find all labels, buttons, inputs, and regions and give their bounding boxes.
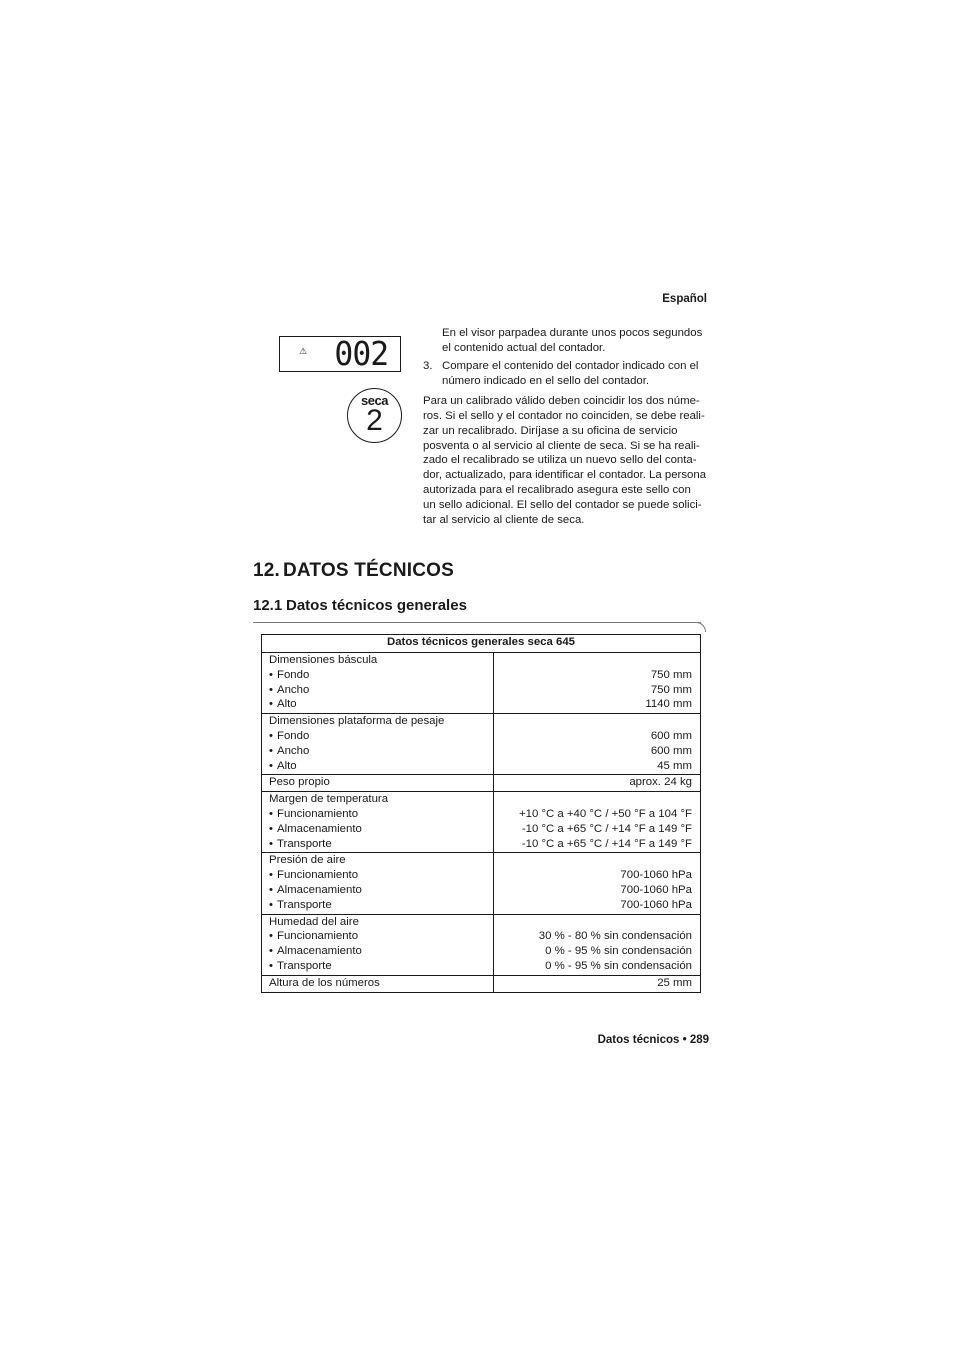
seal-number: 2	[366, 404, 383, 437]
paragraph-display-info: En el visor parpadea durante unos pocos segundos el contenido actual del contador.	[442, 327, 703, 354]
row-label: Altura de los números	[269, 976, 380, 989]
table-row	[262, 853, 701, 914]
page-footer: Datos técnicos • 289	[597, 1034, 709, 1046]
paragraph-calibration	[423, 394, 711, 528]
row-item: • Transporte	[269, 959, 493, 974]
subsection-title: Datos técnicos generales	[286, 597, 467, 614]
row-item: • Almacenamiento	[269, 883, 493, 898]
row-item: • Almacenamiento	[269, 944, 493, 959]
row-item: • Funcionamiento	[269, 929, 493, 944]
row-label: Dimensiones plataforma de pesaje	[269, 715, 445, 728]
paragraph-line: zar un recalibrado. Diríjase a su oficina de servicio	[423, 424, 678, 437]
row-item: • Ancho	[269, 683, 493, 698]
row-value-cell	[494, 914, 701, 975]
row-label: Margen de temperatura	[269, 793, 389, 806]
table-row	[262, 975, 701, 992]
row-item: • Transporte	[269, 898, 493, 913]
row-label: Presión de aire	[269, 854, 346, 867]
heading-rule-corner	[696, 622, 706, 632]
row-item: • Alto	[269, 697, 493, 712]
row-value: 600 mm	[650, 744, 692, 757]
row-label-cell	[262, 792, 494, 853]
row-value: 750 mm	[650, 683, 692, 696]
warning-icon: ⚠	[299, 346, 308, 356]
row-item: • Alto	[269, 759, 493, 774]
row-value-cell	[494, 975, 701, 992]
table-header: Datos técnicos generales seca 645	[262, 635, 701, 653]
row-label: Humedad del aire	[269, 915, 359, 928]
row-value: 0 % - 95 % sin condensación	[545, 959, 692, 972]
row-item: • Funcionamiento	[269, 807, 493, 822]
row-value: 700-1060 hPa	[620, 869, 692, 882]
paragraph-line: tar al servicio al cliente de seca.	[423, 513, 585, 526]
row-item: • Fondo	[269, 729, 493, 744]
table-header-row	[262, 635, 701, 653]
row-value: 750 mm	[650, 668, 692, 681]
row-value-cell	[494, 792, 701, 853]
row-value: -10 °C a +65 °C / +14 °F a 149 °F	[521, 837, 692, 850]
row-value: 600 mm	[650, 729, 692, 742]
row-label: Peso propio	[269, 776, 330, 789]
paragraph-line: un sello adicional. El sello del contador se puede solici-	[423, 498, 702, 511]
paragraph-line: Para un calibrado válido deben coincidir los dos núme-	[423, 395, 700, 407]
section-number: 12.	[253, 560, 281, 581]
row-label-cell	[262, 914, 494, 975]
row-value: 700-1060 hPa	[620, 883, 692, 896]
row-label: Dimensiones báscula	[269, 654, 378, 666]
row-value: aprox. 24 kg	[629, 776, 692, 789]
seal-brand: seca	[361, 393, 388, 408]
row-label-cell	[262, 653, 494, 714]
section-title: DATOS TÉCNICOS	[283, 560, 454, 581]
paragraph-line: zado el recalibrado se utiliza un nuevo sello del conta-	[423, 454, 697, 467]
table-row	[262, 714, 701, 775]
row-value: 45 mm	[657, 759, 692, 772]
row-item: • Fondo	[269, 668, 493, 683]
row-value-cell	[494, 853, 701, 914]
row-value: 0 % - 95 % sin condensación	[545, 945, 692, 958]
row-label-cell	[262, 853, 494, 914]
row-label-cell	[262, 775, 494, 792]
counter-digits: 002	[334, 334, 389, 373]
table-row	[262, 653, 701, 714]
row-value: 30 % - 80 % sin condensación	[538, 930, 692, 943]
paragraph-line: dor, actualizado, para identificar el contador. La persona	[423, 469, 707, 482]
row-label-cell	[262, 975, 494, 992]
section-heading	[253, 560, 454, 582]
row-value: 1140 mm	[645, 698, 692, 711]
row-value-cell	[494, 775, 701, 792]
table-row	[262, 792, 701, 853]
spec-table	[261, 634, 701, 993]
row-value: 25 mm	[657, 976, 692, 989]
row-item: • Almacenamiento	[269, 822, 493, 837]
paragraph-line: posventa o al servicio al cliente de seca. Si se ha reali-	[423, 439, 700, 452]
row-item: • Ancho	[269, 744, 493, 759]
paragraph-line: autorizada para el recalibrado asegura este sello con	[423, 484, 691, 497]
counter-display-illustration	[279, 336, 401, 372]
row-value: +10 °C a +40 °C / +50 °F a 104 °F	[518, 807, 692, 820]
language-label: Español	[662, 293, 707, 305]
row-value-cell	[494, 714, 701, 775]
subsection-number: 12.1	[253, 597, 283, 614]
row-value: 700-1060 hPa	[620, 898, 692, 911]
row-item: • Funcionamiento	[269, 868, 493, 883]
step-number: 3.	[423, 360, 433, 372]
step-text: Compare el contenido del contador indicado con el número indicado en el sello del contador.	[442, 360, 699, 387]
row-item: • Transporte	[269, 837, 493, 852]
subsection-heading	[253, 597, 467, 614]
calibration-seal-illustration	[347, 388, 402, 443]
row-label-cell	[262, 714, 494, 775]
table-row	[262, 914, 701, 975]
heading-rule	[253, 622, 701, 623]
table-row	[262, 775, 701, 792]
paragraph-line: ros. Si el sello y el contador no coinciden, se debe reali-	[423, 409, 705, 422]
row-value-cell	[494, 653, 701, 714]
row-value: -10 °C a +65 °C / +14 °F a 149 °F	[521, 822, 692, 835]
